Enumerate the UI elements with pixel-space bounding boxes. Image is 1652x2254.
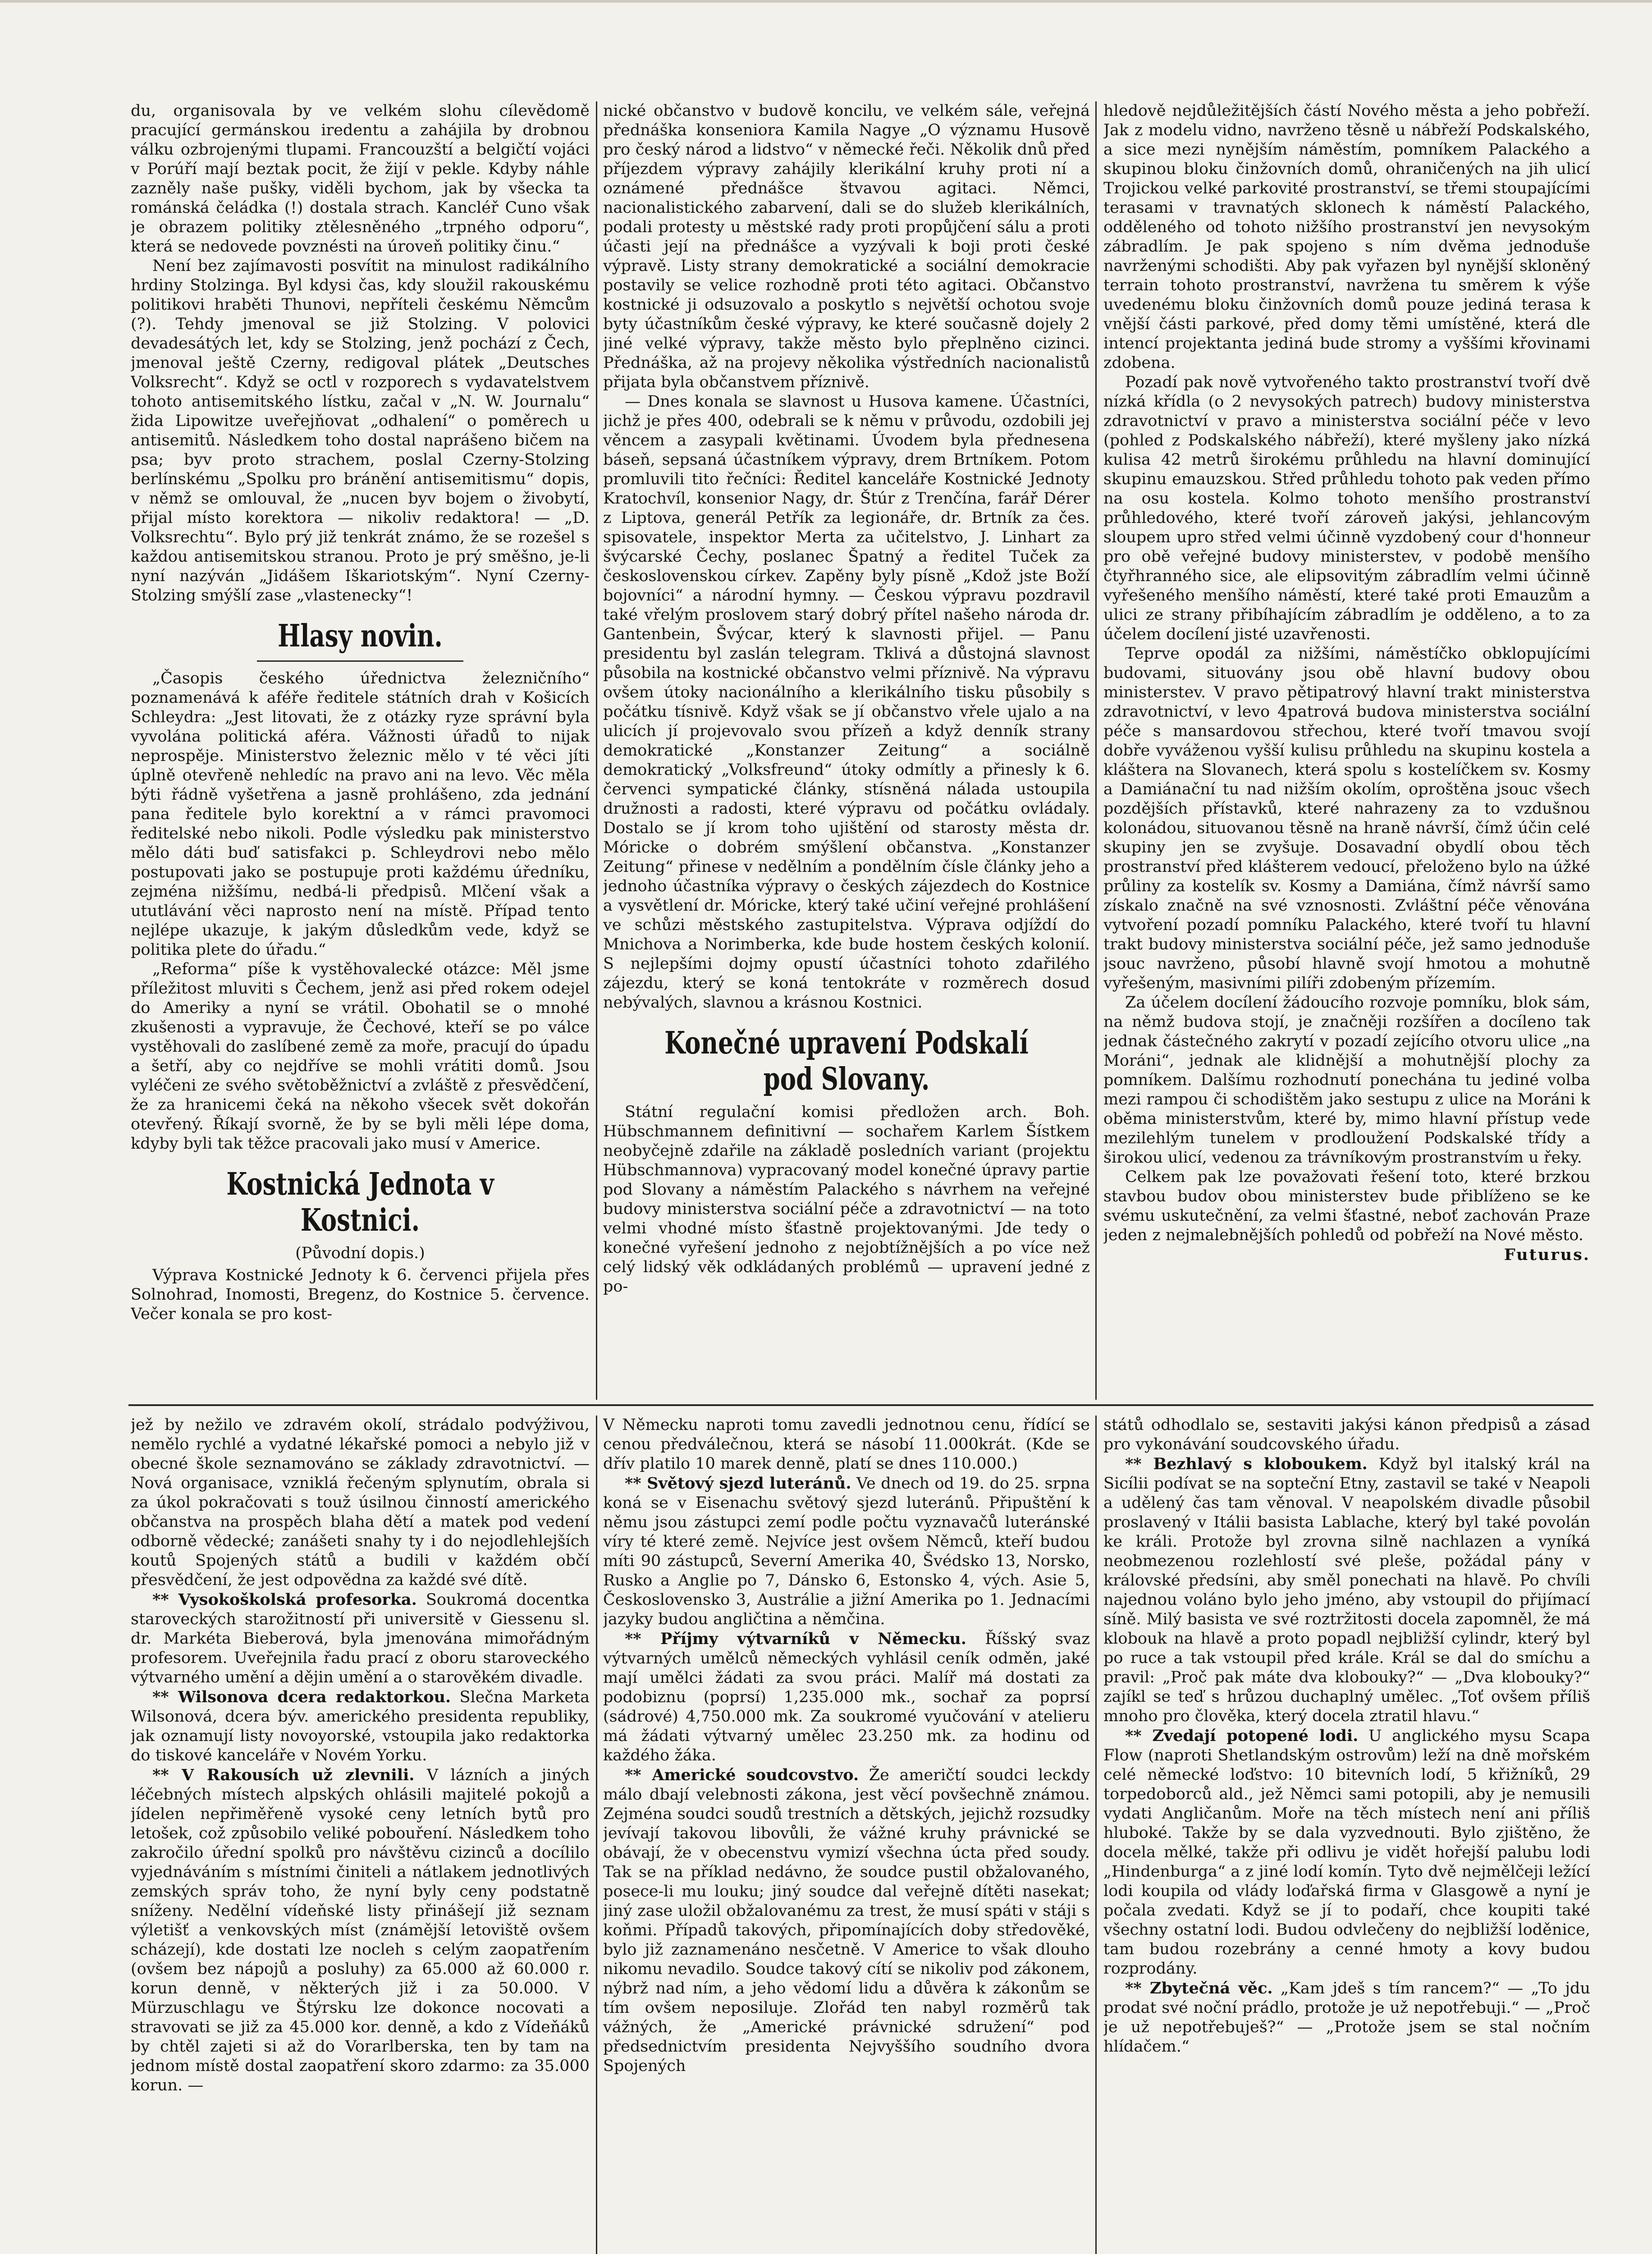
notice-title: ** Zbytečná věc. [1125,1979,1273,1997]
notice-item [131,1765,590,2095]
article-signature: Futurus. [1504,1246,1590,1264]
article-text: Celkem pak lze považovati řešení toto, které brzkou stavbou budov obou ministerstev bude přiblíženo se ke svému uskutečnění, za velmi šťastné, neboť zachován Praze jeden z nejmalebnějších pohledů od pobřeží na Nové město. [1103,1168,1590,1244]
notice-text: států odhodlalo se, sestaviti jakýsi kánon předpisů a zásad pro vykonávání soudcovského úřadu. [1103,1416,1590,1453]
column-divider [1095,1416,1097,2254]
notice-item [1103,1454,1590,1726]
notice-item [603,1474,1090,1629]
section-heading: Hlasy novin. [278,618,443,654]
article-text: hledově nejdůležitějších částí Nového města a jeho pobřeží. Jak z modelu vidno, navrženo těsně u nábřeží Podskalského, a sice mezi nynějším náměstím, pomníkem Palackého a skupinou bloku činžovních domů, ohraničených na jih ulicí Trojickou velké parkovité prostranství, se třemi stoupajícími terasami v travnatých sklonech k náměstí Palackého, odděleného od tohoto nižšího prostranství jen nevysokým zábradlím. Je pak spojeno s ním dvěma jednoduše navrženými schodišti. Aby pak vyřazen byl nynější skloněný terrain tohoto prostranství, navržena tu směrem k výše uvedenému bloku činžovních domů pouze jediná terasa k vnější části parkové, před domy těmi umístěné, která dle intencí projektanta jediná bude stromy a vyššími křovinami zdobena. [1103,102,1590,372]
bottom-column-2 [603,1416,1090,2254]
article-text: Státní regulační komisi předložen arch. Boh. Hübschmannem definitivní — sochařem Karlem Šístkem neobyčejně zdařile na základě posledních variant (projektu Hübschmannova) vypracovaný model konečné úpravy partie pod Slovany a náměstím Palackého s návrhem na veřejné budovy ministerstva sociální péče a zdravotnictví — na toto velmi vhodné místo šťastně projektovanými. Jde tedy o konečné vyřešení jednoho z nejobtížnějších a po více než celý lidský věk odkládaných problémů — upravení jedné z po- [603,1103,1090,1296]
article-heading: Konečné upravení Podskalí pod Slovany. [664,1025,1029,1097]
article-text: du, organisovala by ve velkém slohu cílevědomě pracující germánskou iredentu a zahájila by drobnou válku ozbrojenými tlupami. Francouzští a belgičtí vojáci v Porúří mají beztak pocit, že žijí v pekle. Kdyby náhle zazněly naše pušky, viděli bychom, jak by všecka ta románská čeládka (!) dostala strach. Kancléř Cuno však je obrazem politiky ztělesněného „trpného odporu“, která se nedovede povznésti na úroveň politiky činu.“ [131,102,590,256]
section-divider [128,1404,1593,1406]
notice-title: ** Příjmy výtvarníků v Německu. [625,1630,966,1648]
notice-item [603,1629,1090,1765]
notice-item [1103,1979,1590,2057]
column-divider [596,1416,597,2254]
article-text: „Časopis českého úřednictva železničního“ poznamenává k aféře ředitele státních drah v Košicích Schleydra: „Jest litovati, že z otázky ryze správní byla vyvolána politická aféra. Vážnosti úřadů to nijak neprospěje. Ministerstvo železnic mělo v té věci jíti úplně otevřeně nehledíc na pravo ani na levo. Věc měla býti řádně vyšetřena a jasně prohlášeno, zda jednání pana ředitele bylo korektní a v rámci pravomoci ředitelské nebo nikoli. Podle výsledku pak ministerstvo mělo dáti buď satisfakci p. Schleydrovi nebo mělo postupovati jako se postupuje proti každému úředníku, zejména nižšímu, nedbá-li předpisů. Mlčení však a ututlávání věci naprosto není na místě. Případ tento nejlépe ukazuje, k jakým důsledkům vede, když se politika plete do úřadu.“ [131,669,590,959]
column-divider [596,101,597,1400]
page-edge [0,0,1652,3]
article-text: Pozadí pak nově vytvořeného takto prostranství tvoří dvě nízká křídla (o 2 nevysokých patrech) budovy ministerstva zdravotnictví v pravo a ministerstva sociální péče v levo (pohled z Podskalského nábřeží), které myšleny jako nízká kulisa 42 metrů širokému průhledu na hlavní dominující skupinu emauzskou. Střed průhledu tohoto pak veden přímo na osu kostela. Kolmo tohoto menšího prostranství průhledového, které tvoří zároveň jakýsi, jehlancovým sloupem upro střed velmi účinně vyzdobený cour d'honneur pro obě veřejné budovy ministerstev, v podobě menšího čtyřhranného sice, ale elipsovitým zábradlím velmi účinně vyřešeného menšího náměstí, které také proti Emauzům a ulici ze strany přibíhajícím zábradlím je odděleno, a to za účelem docílení jisté uzavřenosti. [1103,373,1590,643]
notice-text: V Německu naproti tomu zavedli jednotnou cenu, řídící se cenou předválečnou, která se násobí 11.000krát. (Kde se dřív platilo 10 marek denně, platí se dnes 110.000.) [603,1416,1090,1473]
notice-body: Že američtí soudci leckdy málo dbají velebnosti zákona, jest věcí povšechně známou. Zejména soudci soudů trestních a dětských, jejichž rozsudky jevívají takovou libovůli, že vážné kruhy právnické se obávají, že v obecenstvu vymizí všechna úcta před soudy. Tak se na příklad nedávno, že soudce pustil obžalovaného, posece-li mu louku; jiný soudce dal veřejně dítěti nasekat; jiný zase uložil obžalovanému za trest, že musí spáti v stáji s koňmi. Případů takových, připomínajících doby středověké, bylo již zaznamenáno nesčetně. V Americe to však dlouho nikomu nevadilo. Soudce takový cítí se nikoliv pod zákonem, nýbrž nad ním, a jeho vědomí lidu a důvěra k zákonům se tím ovšem neposiluje. Zlořád ten nabyl rozměrů tak vážných, že „Americké právnické sdružení“ pod předsednictvím presidenta Nejvyššího soudního dvora Spojených [603,1766,1090,2075]
article-text: Výprava Kostnické Jednoty k 6. červenci přijela přes Solnohrad, Inomosti, Bregenz, do Kostnice 5. července. Večer konala se pro kost- [131,1266,590,1323]
top-column-1 [131,101,590,1395]
top-column-2 [603,101,1090,1395]
article-text: Teprve opodál za nižšími, náměstíčko obklopujícími budovami, situovány jsou obě hlavní budovy obou ministerstev. V pravo pětipatrový hlavní trakt ministerstva zdravotnictví, v levo 4patrová budova ministerstva sociální péče s mansardovou střechou, které tvoří tmavou svojí dobře vyváženou vyšší kulisu průhledu na skupinu kostela a kláštera na Slovanech, která spolu s kostelíčkem sv. Kosmy a Damiánační tu nad nižším okolím, oproštěna jsouc všech pozdějších přístavků, které nahrazeny za to vzdušnou kolonádou, situovanou těsně na hraně návrší, čímž účin celé skupiny jen se zvyšuje. Dosavadní obydlí obou těch prostranství před klášterem vedoucí, přeloženo bylo na úžké průliny za kostelík sv. Kosmy a Damiána, čímž návrší samo získalo značně na své vznosnosti. Zvláštní péče věnována vytvoření pozadí pomníku Palackého, které tvoří tu hlavní trakt budovy ministerstva sociální péče, jež samo jednoduše jsouc navrženo, působí hlavně svojí hmotou a mohutně vyřešeným, masivními pilíři zdobeným přízemím. [1103,645,1590,992]
notice-body: „Kam jdeš s tím rancem?“ — „To jdu prodat své noční prádlo, protože je už nepotřebuji.“ — „Proč je už nepotřebuješ?“ — „Protože jsem se stal nočním hlídačem.“ [1103,1979,1590,2056]
notice-body: Slečna Marketa Wilsonová, dcera býv. amerického presidenta republiky, jak oznamují listy novoyorské, vstoupila jako redaktorka do tiskové kanceláře v Novém Yorku. [131,1688,590,1764]
notice-body: Když byl italský král na Sicílii podívat se na sopteční Etny, zastavil se také v Neapoli a udělený čas tam věnoval. V neapolském divadle působil proslavený v Itálii basista Lablache, který byl také povolán ke králi. Protože byl zrovna silně nachlazen a vyníká neobmezenou rozlehlostí své pleše, požádal pány v královské předsíni, aby směl ponechati na hlavě. Po chvíli najednou voláno bylo jeho jméno, aby vstoupil do přijímací síně. Milý basista ve své roztržitosti docela zapomněl, že má klobouk na hlavě a proto popadl nejbližší cylindr, který byl po ruce a tak vstoupil před krále. Král se dal do smíchu a pravil: „Proč pak máte dva klobouky?“ — „Dva klobouky?“ zajíkl se teď s hrůzou duchaplný umělec. „Toť ovšem příliš mnoho pro člověka, který docela ztratil hlavu.“ [1103,1455,1590,1725]
top-column-3 [1103,101,1590,1395]
notice-item [1103,1726,1590,1979]
notice-body: Ve dnech od 19. do 25. srpna koná se v Eisenachu světový sjezd luteránů. Připuštění k němu jsou zástupci zemí podle počtu vyznavačů luteránské víry té které země. Nejvíce jest ovšem Němců, kteří budou míti 90 zástupců, Severní Amerika 40, Švédsko 13, Norsko, Rusko a Anglie po 7, Dánsko 6, Estonsko 4, vých. Asie 5, Československo 3, Austrálie a jižní Amerika po 1. Jednacími jazyky budou angličtina a němčina. [603,1475,1090,1628]
notice-title: ** V Rakousích už zlevnili. [152,1766,415,1784]
bottom-column-3 [1103,1416,1590,2254]
article-text: — Dnes konala se slavnost u Husova kamene. Účastníci, jichž je přes 400, odebrali se k němu v průvodu, ozdobili jej věncem a zasypali květinami. Úvodem byla přednesena báseň, sepsaná účastníkem výpravy, drem Brtníkem. Potom promluvili tito řečníci: Ředitel kanceláře Kostnické Jednoty Kratochvíl, konsenior Nagy, dr. Štúr z Trenčína, farář Dérer z Liptova, generál Petřík za legionáře, dr. Brtník za čes. spisovatele, inspektor Merta za učitelstvo, J. Linhart za švýcarské Čechy, poslanec Špatný a ředitel Tuček za československou církev. Zapěny byly písně „Kdož jste Boží bojovníci“ a národní hymny. — Českou výpravu pozdravil také vřelým proslovem starý dobrý přítel našeho národa dr. Gantenbein, Švýcar, který k slavnosti přijel. — Panu presidentu byl zaslán telegram. Tklivá a důstojná slavnost působila na kostnické občanstvo velmi příznivě. Na výpravu ovšem útoky nacionálního a klerikálního tisku působily s počátku tísnivě. Když však se jí občanstvo vřele ujalo a na ulicích jí projevovalo svou přízeň a když denník strany demokratické „Konstanzer Zeitung“ a sociálně demokratický „Volksfreund“ útoky odmítly a přinesly k 6. červenci sympatické články, stísněná nálada ustoupila družnosti a radosti, které výpravu od počátku ovládaly. Dostalo se jí krom toho ujištění od starosty města dr. Móricke o dobrém smýšlení občanstva. „Konstanzer Zeitung“ přinese v nedělním a pondělním čísle články jeho a jednoho účastníka výpravy o českých zájezdech do Kostnice a vysvětlení dr. Móricke, který také učiní veřejné prohlášení ve schůzi městského zastupitelstva. Výprava odjíždí do Mnichova a Norimberka, kde bude hostem českých kolonií. S nejlepšími dojmy opustí účastníci tohoto zdařilého zájezdu, který se koná tentokráte v rozměrech dosud nebývalých, slavnou a krásnou Kostnici. [603,393,1090,1012]
bottom-column-1 [131,1416,590,2254]
notice-item [603,1765,1090,2076]
divider [257,660,463,662]
notice-title: ** Světový sjezd luteránů. [625,1474,851,1493]
article-text: Není bez zajímavosti posvítit na minulost radikálního hrdiny Stolzinga. Byl kdysi čas, kdy sloužil rakouskému politikovi hraběti Thunovi, nepříteli českému Němcům (?). Tehdy jmenoval se již Stolzing. V polovici devadesátých let, kdy se Stolzing, jenž pochází z Čech, jmenoval ještě Czerny, redigoval plátek „Deutsches Volksrecht“. Když se octl v rozporech s vydavatelstvem tohoto antisemitského lístku, začal v „N. W. Journalu“ žida Lipowitze uveřejňovat „odhalení“ o poměrech u antisemitů. Následkem toho dostal naprášeno bičem na psa; byv proto strachem, poslal Czerny-Stolzing berlínskému „Spolku pro bránění antisemitismu“ dopis, v němž se omlouval, že „nucen byv bojem o živobytí, přijal místo korektora — nikoliv redaktora! — „D. Volksrechtu“. Bylo prý již tenkrát známo, že se rozešel s každou antisemitskou stranou. Proto je prý směšno, je-li nyní nazýván „Jidášem Iškariotským“. Nyní Czerny-Stolzing smýšlí zase „vlastenecky“! [131,257,590,605]
notice-body: U anglického mysu Scapa Flow (naproti Shetlandským ostrovům) leží na dně mořském celé německé loďstvo: 10 bitevních lodí, 5 křižníků, 29 torpedoborců ald., jež Němci sami potopili, aby je nemusili vydati Angličanům. Moře na těch místech není ani příliš hluboké. Takže by se dala vyzvednouti. Bylo zjištěno, že docela mělké, takže při odlivu je vidět hořejší palubu lodi „Hindenburga“ a z jiné lodí komín. Tyto dvě nejmělčeji ležící lodi koupila od vlády loďařská firma v Glasgowě a nyní je počala zvedati. Když se jí to podaří, chce koupiti také všechny ostatní lodi. Budou odvlečeny do nejbližší loděnice, tam budou rozebrány a cenné hmoty a kovy budou rozprodány. [1103,1727,1590,1978]
notice-title: ** Wilsonova dcera redaktorkou. [152,1688,451,1706]
notice-title: ** Bezhlavý s kloboukem. [1125,1455,1368,1473]
notice-item [131,1687,590,1765]
article-subheading: (Původní dopis.) [295,1244,425,1262]
article-heading: Kostnická Jednota v Kostnici. [226,1166,494,1238]
notice-title: ** Vysokoškolská profesorka. [152,1590,417,1609]
article-text: Za účelem docílení žádoucího rozvoje pomníku, blok sám, na němž budova stojí, je značněji rozšířen a docíleno tak jednak částečného zakrytí v pozadí zejícího otvoru ulice „na Moráni“, jednak ale klidnější a mohutnější plochy za pomníkem. Dalšímu rozhodnutí ponechána tu jediné volba mezi rampou či schodištěm jako sestupu z ulice na Moráni k oběma ministerstvům, které by, mimo hlavní přístup vede mezilehlým tunelem v prodloužení Podskalské třídy a širokou ulicí, vedenou za trávníkovým prostranstvím u řeky. [1103,994,1590,1167]
notice-title: ** Zvedají potopené lodi. [1125,1727,1359,1745]
notice-text: jež by nežilo ve zdravém okolí, strádalo podvýživou, nemělo rychlé a vydatné lékařské pomoci a nebylo již v obecné škole seznamováno se základy zdravotnictví. — Nová organisace, vzniklá řečeným splynutím, obrala si za úkol pokračovati s touž úsilnou činností amerického občanstva na prospěch blaha dětí a matek pod vedení odborně vědecké; zanášeti snahy ty i do nejodlehlejších koutů Spojených států a budili v každém občí přesvědčení, že jest odpovědna za každé své dítě. [131,1416,590,1589]
notice-body: Říšský svaz výtvarných umělců německých vyhlásil ceník odměn, jaké mají umělci žádati za svou práci. Malíř má dostati za podobiznu (poprsí) 1,235.000 mk., sochař za poprsí (sádrové) 4,750.000 mk. Za soukromé vyučování v atelieru má žádati výtvarný umělec 23.250 mk. za hodinu od každého žáka. [603,1630,1090,1764]
notice-body: V lázních a jiných léčebných místech alpských ohlásili majitelé pokojů a jídelen nepřiměřeně vysoké ceny letních bytů pro letošek, což způsobilo veliké pobouření. Následkem toho zakročilo úřední spolků pro návštěvu cizinců a docílilo vyjednáváním s místními činiteli a nátlakem jednotlivých zemských správ toho, že nyní byly ceny podstatně sníženy. Nedělní vídeňské listy přinášejí již seznam výletišť a venkovských míst (známější letoviště ovšem scházejí), kde dostati lze nocleh s celým zaopatřením (ovšem bez nápojů a posluhy) za 65.000 až 60.000 r. korun denně, v některých již i za 50.000. V Mürzuschlagu ve Štýrsku lze dokonce nocovati a stravovati se již za 45.000 kor. denně, a kdo z Vídeňáků by chtěl zajeti si až do Vorarlberska, ten by tam na jednom místě dostal zaopatření skoro zdarmo: za 35.000 korun. — [131,1766,590,2094]
article-text: nické občanstvo v budově koncilu, ve velkém sále, veřejná přednáška konseniora Kamila Nagye „O významu Husově pro český národ a lidstvo“ v německé řeči. Několik dnů před příjezdem výpravy zahájily klerikální kruhy proti ní a oznámené přednášce štvavou agitaci. Němci, nacionalistického zabarvení, dali se do služeb klerikálních, podali protesty u městské rady proti propůjčení sálu a proti účasti její na přednášce a vyzývali k boji proti české výpravě. Listy strany demokratické a sociální demokracie postavily se velice rozhodně proti této agitaci. Občanstvo kostnické ji odsuzovalo a poskytlo s největší ochotou svoje byty účastníkům české výpravy, ke které současně dojely 2 jiné velké výpravy, takže město bylo přeplněno cizinci. Přednáška, až na projevy několika výstředních nacionalistů přijata byla občanstvem příznivě. [603,102,1090,391]
notice-body: Soukromá docentka staroveckých starožitností při universitě v Giessenu sl. dr. Markéta Bieberová, byla jmenována mimořádným profesorem. Uveřejnila řadu prací z oboru staroveckého výtvarného umění a dějin umění a o starověkém divadle. [131,1591,590,1686]
notice-item [131,1590,590,1687]
article-text: „Reforma“ píše k vystěhovalecké otázce: Měl jsme příležitost mluviti s Čechem, jenž asi před rokem odejel do Ameriky a nyní se vrátil. Obohatil se o mnohé zkušenosti a vypravuje, že Čechové, kteří se po válce vystěhovali do zaslíbené země za moře, pracují do úpadu a šetří, aby co nejdříve se mohli vrátiti domů. Jsou vyléčeni ze svého světoběžnictví a zvláště z přesvědčení, že za hranicemi čeká na někoho všecek svět dokořán otevřený. Říkají svorně, že by se byli měli lépe doma, kdyby byli tak těžce pracovali jako musí v Americe. [131,960,590,1153]
column-divider [1095,101,1097,1400]
notice-title: ** Americké soudcovstvo. [625,1766,859,1784]
